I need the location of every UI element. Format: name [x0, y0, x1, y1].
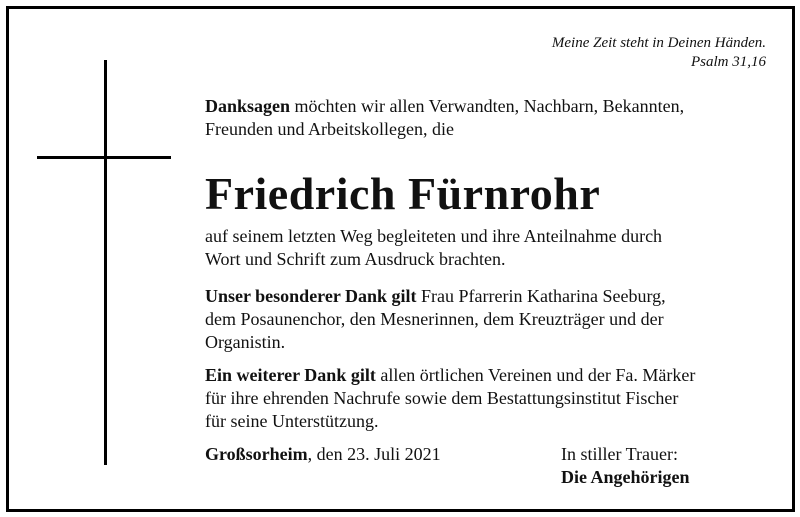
- place-and-date: [205, 443, 441, 466]
- quote-reference: Psalm 31,16: [691, 54, 766, 70]
- cross-icon: [104, 60, 107, 465]
- special-thanks-line3: Organistin.: [205, 332, 286, 352]
- special-thanks-lead: Unser besonderer Dank gilt: [205, 286, 417, 306]
- further-thanks-line3: für seine Unterstützung.: [205, 411, 379, 431]
- cross-icon-bar: [37, 156, 171, 159]
- farewell-line2: Wort und Schrift zum Ausdruck brachten.: [205, 249, 506, 269]
- deceased-name: Friedrich Fürnrohr: [205, 168, 601, 219]
- further-thanks-line1: allen örtlichen Vereinen und der Fa. Märker: [375, 365, 696, 385]
- special-thanks-line2: dem Posaunenchor, den Mesnerinnen, dem Kreuzträger und der: [205, 309, 664, 329]
- farewell-paragraph: [205, 225, 765, 271]
- intro-line2: Freunden und Arbeitskollegen, die: [205, 119, 454, 139]
- obituary-notice: [6, 6, 795, 512]
- special-thanks-line1: Frau Pfarrerin Katharina Seeburg,: [416, 286, 666, 306]
- quote-text: Meine Zeit steht in Deinen Händen.: [551, 35, 766, 51]
- mourning-line: In stiller Trauer:: [561, 444, 678, 464]
- special-thanks-paragraph: [205, 285, 765, 354]
- signature-block: [561, 443, 690, 489]
- bible-quote: [552, 34, 766, 72]
- further-thanks-line2: für ihre ehrenden Nachrufe sowie dem Bestattungsinstitut Fischer: [205, 388, 679, 408]
- intro-paragraph: [205, 95, 765, 141]
- signatories: Die Angehörigen: [561, 467, 690, 487]
- date-text: , den 23. Juli 2021: [307, 444, 441, 464]
- farewell-line1: auf seinem letzten Weg begleiteten und ihre Anteilnahme durch: [205, 226, 663, 246]
- place-name: Großsorheim: [205, 444, 308, 464]
- intro-line1: möchten wir allen Verwandten, Nachbarn, Bekannten,: [290, 96, 685, 116]
- intro-lead: Danksagen: [205, 96, 291, 116]
- further-thanks-lead: Ein weiterer Dank gilt: [205, 365, 376, 385]
- further-thanks-paragraph: [205, 364, 765, 433]
